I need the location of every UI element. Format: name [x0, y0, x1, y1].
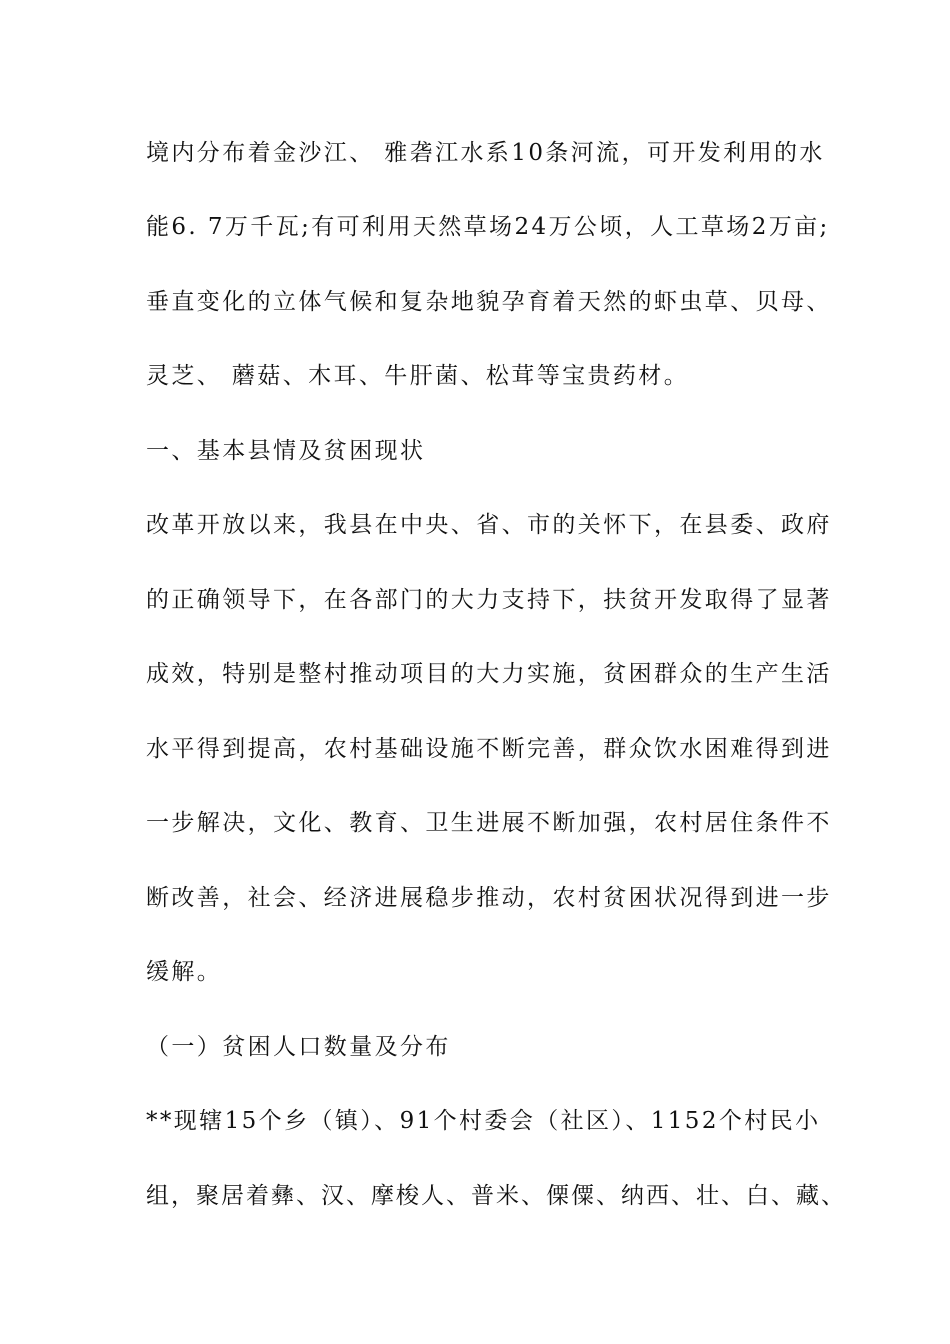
text-line: 境内分布着金沙江、 雅砻江水系10条河流，可开发利用的水 [146, 140, 825, 166]
subsection-heading: （一）贫困人口数量及分布 [146, 1034, 451, 1060]
text-line: **现辖15个乡（镇）、91个村委会（社区）、1152个村民小 [146, 1108, 821, 1134]
text-line: 灵芝、 蘑菇、木耳、牛肝菌、松茸等宝贵药材。 [146, 363, 690, 389]
text-line: 垂直变化的立体气候和复杂地貌孕育着天然的虾虫草、贝母、 [146, 289, 832, 315]
text-line: 改革开放以来，我县在中央、省、市的关怀下，在县委、政府 [146, 512, 832, 538]
text-line: 能6. 7万千瓦;有可利用天然草场24万公顷，人工草场2万亩; [146, 214, 830, 240]
text-line: 的正确领导下，在各部门的大力支持下，扶贫开发取得了显著 [146, 587, 832, 613]
text-line: 成效，特别是整村推动项目的大力实施，贫困群众的生产生活 [146, 661, 832, 687]
text-line: 缓解。 [146, 959, 223, 985]
section-heading: 一、基本县情及贫困现状 [146, 438, 426, 464]
text-line: 断改善，社会、经济进展稳步推动，农村贫困状况得到进一步 [146, 885, 832, 911]
text-line: 水平得到提高，农村基础设施不断完善，群众饮水困难得到进 [146, 736, 832, 762]
text-line: 一步解决，文化、教育、卫生进展不断加强，农村居住条件不 [146, 810, 832, 836]
text-line: 组，聚居着彝、汉、摩梭人、普米、傈僳、纳西、壮、白、藏、 [146, 1183, 846, 1209]
